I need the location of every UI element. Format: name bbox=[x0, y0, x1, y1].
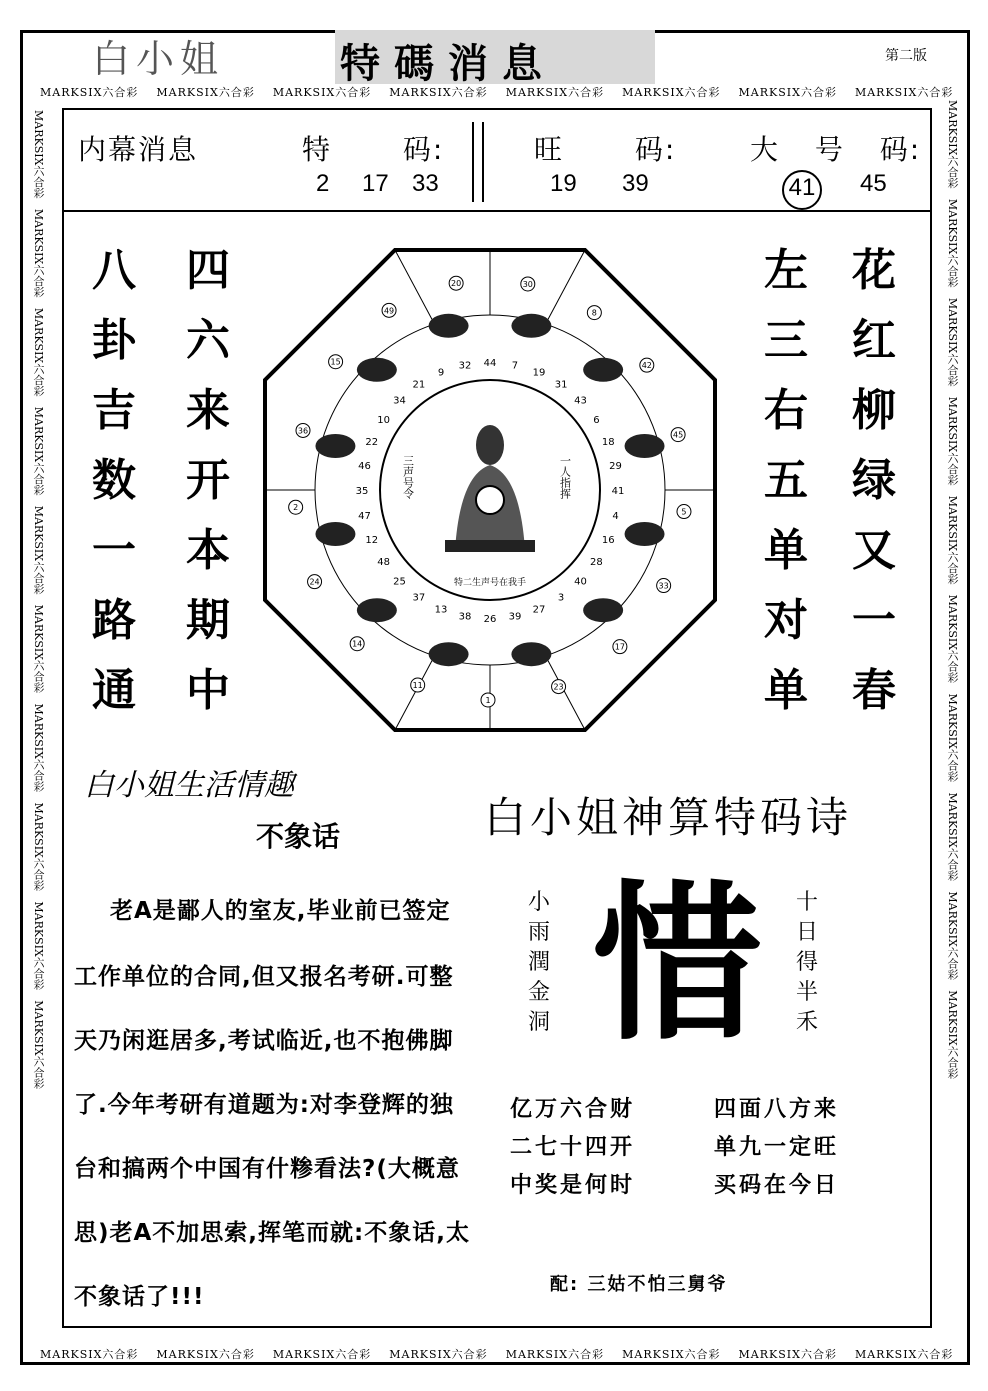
story-line: 了.今年考研有道题为:对李登辉的独 bbox=[74, 1092, 454, 1118]
ring-number: 39 bbox=[508, 611, 522, 623]
divider-line bbox=[545, 655, 585, 730]
ring-number: 31 bbox=[554, 379, 568, 391]
info-bottom-rule bbox=[62, 210, 932, 212]
goat-icon bbox=[429, 642, 469, 666]
ring-number: 48 bbox=[377, 557, 390, 569]
vertical-slogan-1: 八 卦 吉 数 一 路 通 bbox=[92, 245, 136, 716]
vertical-slogan-3: 左 三 右 五 单 对 单 bbox=[764, 245, 808, 716]
info-divider bbox=[482, 122, 484, 202]
top-marksix-stripe: MARKSIX六合彩 MARKSIX六合彩 MARKSIX六合彩 MARKSIX六合彩 MARKSIX六合彩 MARKSIX六合彩 MARKSIX六合彩 MARKSIX六合彩 bbox=[40, 86, 954, 99]
verse-line: 四面八方来 bbox=[714, 1097, 840, 1122]
outer-number: 15 bbox=[330, 357, 341, 367]
monkey-icon bbox=[357, 598, 397, 622]
ring-number: 25 bbox=[393, 576, 406, 588]
ring-number: 44 bbox=[483, 358, 497, 369]
ring-number: 37 bbox=[412, 592, 426, 604]
info-bar bbox=[70, 118, 930, 206]
ring-number: 38 bbox=[458, 611, 472, 623]
verse-line: 中奖是何时 bbox=[510, 1173, 636, 1198]
outer-number: 49 bbox=[383, 306, 395, 316]
outer-number: 24 bbox=[309, 577, 320, 587]
ring-number: 22 bbox=[365, 437, 379, 449]
verse-line: 亿万六合财 bbox=[510, 1097, 636, 1122]
special-number: 17 bbox=[362, 170, 389, 197]
ring-number: 43 bbox=[574, 395, 587, 407]
ring-number: 3 bbox=[557, 592, 565, 604]
ring-number: 4 bbox=[612, 510, 619, 522]
ring-number: 10 bbox=[377, 414, 390, 426]
ring-number: 35 bbox=[355, 486, 369, 497]
outer-number: 36 bbox=[297, 426, 309, 436]
story-line: 思)老A不加思索,挥笔而就:不象话,太 bbox=[74, 1220, 470, 1246]
story-line: 天乃闲逛居多,考试临近,也不抱佛脚 bbox=[74, 1028, 454, 1054]
outer-number: 42 bbox=[641, 361, 652, 371]
ring-number: 40 bbox=[574, 576, 587, 588]
brand-name: 白小姐 bbox=[92, 37, 225, 81]
vertical-slogan-2: 四 六 来 开 本 期 中 bbox=[186, 245, 230, 716]
left-marksix-stripe: MARKSIX六合彩 MARKSIX六合彩 MARKSIX六合彩 MARKSIX六合彩 MARKSIX六合彩 MARKSIX六合彩 MARKSIX六合彩 MARKSIX六合彩 MARKSIX六合彩 MARKSIX六合彩 bbox=[32, 110, 45, 1089]
divider-line bbox=[545, 250, 585, 325]
big-number-label: 大 号 码: bbox=[750, 133, 922, 166]
special-number: 33 bbox=[412, 170, 439, 197]
rooster-icon bbox=[315, 522, 355, 546]
ring-number: 18 bbox=[601, 437, 615, 449]
ring-number: 6 bbox=[593, 414, 600, 426]
life-heading: 白小姐生活情趣 bbox=[84, 768, 294, 803]
life-subheading: 不象话 bbox=[256, 820, 341, 853]
bagua-octagon bbox=[260, 245, 720, 735]
poem-left-vertical: 小 雨 潤 金 洞 bbox=[527, 890, 550, 1035]
special-label: 特 码: bbox=[302, 133, 445, 166]
big-number-circled: 41 bbox=[782, 170, 822, 210]
big-number: 45 bbox=[860, 170, 887, 197]
rat-icon bbox=[429, 314, 469, 338]
ring-number: 46 bbox=[358, 461, 371, 473]
outer-number: 5 bbox=[681, 507, 687, 517]
ring-number: 29 bbox=[609, 461, 622, 473]
hot-label: 旺 码: bbox=[534, 133, 677, 166]
right-marksix-stripe: MARKSIX六合彩 MARKSIX六合彩 MARKSIX六合彩 MARKSIX六合彩 MARKSIX六合彩 MARKSIX六合彩 MARKSIX六合彩 MARKSIX六合彩 MARKSIX六合彩 MARKSIX六合彩 bbox=[946, 100, 959, 1079]
special-number: 2 bbox=[316, 170, 330, 197]
poem-title: 白小姐神算特码诗 bbox=[484, 793, 853, 842]
info-divider bbox=[472, 122, 474, 202]
ring-number: 34 bbox=[393, 395, 406, 407]
horse-icon bbox=[511, 642, 551, 666]
outer-number: 33 bbox=[658, 581, 669, 591]
divider-line bbox=[395, 655, 435, 730]
left-inner-label: 三声号令 bbox=[401, 455, 415, 499]
verse-line: 二七十四开 bbox=[510, 1135, 636, 1160]
outer-number: 20 bbox=[451, 279, 462, 289]
ring-number: 32 bbox=[458, 360, 472, 372]
ring-number: 26 bbox=[483, 614, 497, 625]
ox-icon bbox=[511, 314, 551, 338]
dragon-icon bbox=[625, 522, 665, 546]
ring-number: 7 bbox=[511, 360, 519, 372]
outer-number: 14 bbox=[352, 639, 363, 649]
story-line: 工作单位的合同,但又报名考研.可整 bbox=[74, 964, 454, 990]
ring-number: 16 bbox=[601, 534, 615, 546]
verse-line: 单九一定旺 bbox=[714, 1135, 840, 1160]
page-title: 特碼消息 bbox=[340, 41, 556, 87]
outer-number: 45 bbox=[673, 430, 684, 440]
outer-number: 30 bbox=[522, 279, 533, 289]
snake-icon bbox=[583, 598, 623, 622]
right-inner-label: 一人指挥 bbox=[558, 455, 572, 499]
vertical-slogan-4: 花 红 柳 绿 又 一 春 bbox=[852, 245, 896, 716]
pig-icon bbox=[357, 358, 397, 382]
ring-number: 21 bbox=[412, 379, 426, 391]
ring-number: 27 bbox=[532, 604, 546, 616]
rabbit-icon bbox=[625, 434, 665, 458]
outer-number: 2 bbox=[293, 503, 299, 513]
outer-number: 23 bbox=[553, 682, 564, 692]
outer-number: 11 bbox=[412, 681, 423, 691]
divider-line bbox=[395, 250, 435, 325]
story-line: 老A是鄙人的室友,毕业前已签定 bbox=[110, 898, 451, 924]
story-line: 台和搞两个中国有什糁看法?(大概意 bbox=[74, 1156, 460, 1182]
outer-number: 1 bbox=[485, 695, 491, 705]
ring-number: 19 bbox=[532, 367, 546, 379]
bottom-marksix-stripe: MARKSIX六合彩 MARKSIX六合彩 MARKSIX六合彩 MARKSIX六合彩 MARKSIX六合彩 MARKSIX六合彩 MARKSIX六合彩 MARKSIX六合彩 bbox=[40, 1348, 954, 1361]
outer-number: 17 bbox=[614, 642, 625, 652]
inside-label: 内幕消息 bbox=[78, 133, 199, 166]
tiger-icon bbox=[583, 358, 623, 382]
edition-label: 第二版 bbox=[885, 48, 927, 64]
hot-number: 19 bbox=[550, 170, 577, 197]
ring-number: 9 bbox=[437, 367, 445, 379]
inner-caption: 特二生声号在我手 bbox=[453, 578, 527, 588]
ring-number: 12 bbox=[365, 534, 379, 546]
poem-right-vertical: 十 日 得 半 禾 bbox=[795, 890, 818, 1035]
ring-number: 47 bbox=[358, 510, 371, 522]
ring-number: 13 bbox=[434, 604, 448, 616]
poem-footer: 配: 三姑不怕三舅爷 bbox=[550, 1274, 728, 1295]
hot-number: 39 bbox=[622, 170, 649, 197]
dog-icon bbox=[315, 434, 355, 458]
verse-line: 买码在今日 bbox=[714, 1173, 840, 1198]
story-line: 不象话了!!! bbox=[74, 1284, 205, 1310]
ring-number: 41 bbox=[611, 486, 625, 497]
ring-number: 28 bbox=[590, 557, 603, 569]
poem-big-character: 惜 bbox=[592, 866, 763, 1064]
outer-number: 8 bbox=[591, 308, 597, 318]
